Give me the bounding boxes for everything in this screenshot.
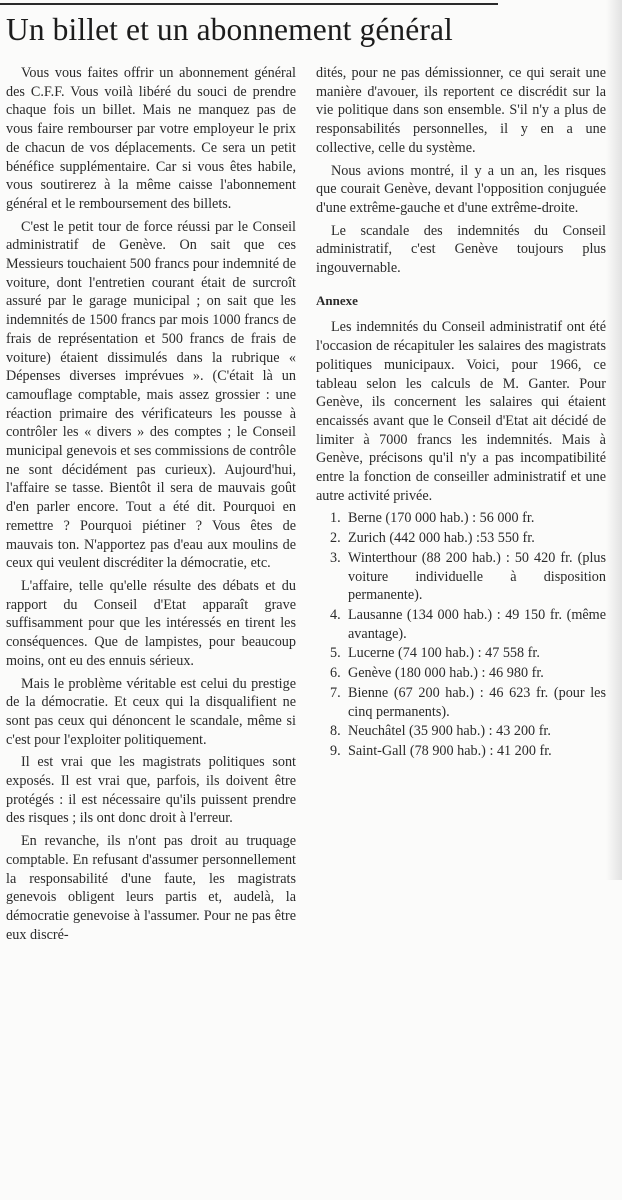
left-column bbox=[6, 64, 296, 948]
paragraph: L'affaire, telle qu'elle résulte des débats et du rapport du Conseil d'Etat apparaît grave suffisamment pour que les intéressés en tirent les conséquences. Que de lampistes, pour beaucoup moins, ont eu des ennuis sérieux. bbox=[6, 577, 296, 669]
paragraph: En revanche, ils n'ont pas droit au truquage comptable. En refusant d'assumer personnellement la responsabilité d'une faute, les magistrats genevois obligent leurs partis et, audelà, la démocratie genevoise à l'assumer. Pour ne pas être eux discré- bbox=[6, 833, 296, 943]
salary-rank: 9. bbox=[330, 742, 341, 759]
salary-text: Winterthour (88 200 hab.) : 50 420 fr. (plus voiture individuelle à disposition permanente). bbox=[348, 549, 606, 604]
paragraph: Nous avions montré, il y a un an, les risques que courait Genève, devant l'opposition conjuguée d'une extrême-gauche et d'une extrême-droite. bbox=[316, 162, 606, 216]
headline: Un billet et un abonnement général bbox=[6, 12, 453, 47]
salary-rank: 3. bbox=[330, 549, 341, 566]
salary-text: Lausanne (134 000 hab.) : 49 150 fr. (même avantage). bbox=[348, 606, 606, 642]
salary-rank: 6. bbox=[330, 665, 341, 682]
scan-shadow bbox=[606, 0, 622, 880]
paragraph: Il est vrai que les magistrats politiques sont exposés. Il est vrai que, parfois, ils doivent être protégés : il est nécessaire qu'ils puissent prendre des risques ; ils ont donc droit à l'erreur. bbox=[6, 754, 296, 827]
paragraph-continued: dités, pour ne pas démissionner, ce qui serait une manière d'avouer, ils reportent ce discrédit sur la vie politique dans son ensemble. S'il n'y a plus de responsabilités personnelles, il y en a une collective, celle du système. bbox=[316, 65, 606, 156]
salary-item bbox=[316, 644, 606, 663]
salary-text: Lucerne (74 100 hab.) : 47 558 fr. bbox=[348, 645, 540, 662]
salary-item bbox=[316, 742, 606, 761]
top-rule bbox=[0, 3, 498, 5]
salary-rank: 8. bbox=[330, 723, 341, 740]
paragraph: Mais le problème véritable est celui du prestige de la démocratie. Et ceux qui la disqualifient ne sont pas ceux qui dénoncent le scandale, même si c'est pour l'exploiter politiquement. bbox=[6, 675, 296, 748]
paragraph: Le scandale des indemnités du Conseil administratif, c'est Genève toujours plus ingouvernable. bbox=[316, 222, 606, 277]
salary-text: Neuchâtel (35 900 hab.) : 43 200 fr. bbox=[348, 723, 551, 740]
salary-text: Berne (170 000 hab.) : 56 000 fr. bbox=[348, 510, 535, 527]
salary-rank: 2. bbox=[330, 530, 341, 547]
salary-item bbox=[316, 529, 606, 548]
salary-item bbox=[316, 722, 606, 741]
salary-item bbox=[316, 664, 606, 683]
paragraph: Vous vous faites offrir un abonnement général des C.F.F. Vous voilà libéré du souci de prendre chaque fois un billet. Mais ne manquez pas de vous faire rembourser par votre employeur le prix de chacun de vos déplacements. Ce sera un petit bénéfice supplémentaire. Car si vous êtes habile, vous soutirerez à la même caisse l'abonnement général et le remboursement des billets. bbox=[6, 65, 296, 212]
salary-text: Bienne (67 200 hab.) : 46 623 fr. (pour les cinq permanents). bbox=[348, 684, 606, 720]
salary-rank: 7. bbox=[330, 684, 341, 701]
salary-item bbox=[316, 509, 606, 528]
salary-rank: 1. bbox=[330, 510, 341, 527]
salary-rank: 4. bbox=[330, 606, 341, 623]
salary-text: Saint-Gall (78 900 hab.) : 41 200 fr. bbox=[348, 742, 552, 759]
paragraph: C'est le petit tour de force réussi par le Conseil administratif de Genève. On sait que ces Messieurs touchaient 500 francs pour indemnité de voiture, dont l'entretien courant était de surcroît assuré par le garage municipal ; on sait que les indemnités de 1500 francs par mois 1000 francs de frais de représentation et 500 francs de frais de voiture) étaient dissimulés dans la rubrique « Dépenses diverses imprévues ». (C'était là un camouflage comptable, mais assez grossier : une réaction primaire des vérificateurs les pousse à contrôler les « divers » des comptes ; le Conseil municipal genevois et ses commissions de contrôle ne sont décidément pas curieux). Aujourd'hui, l'affaire se tasse. Bientôt il sera de mauvais goût d'en parler encore. Tout a été dit. Pourquoi en remettre ? Pourquoi piétiner ? Vous êtes de mauvais ton. N'apportez pas d'eau aux moulins de ceux qui veulent discréditer la démocratie, etc. bbox=[6, 218, 296, 572]
salary-item bbox=[316, 549, 606, 605]
annexe-heading: Annexe bbox=[316, 292, 358, 308]
annexe-intro: Les indemnités du Conseil administratif ont été l'occasion de récapituler les salaires des magistrats politiques municipaux. Voici, pour 1966, ce tableau selon les calculs de M. Ganter. Pour Genève, ils concernent les salaires qui étaient encaissés avant que le Conseil d'Etat ait décidé de limiter à 7000 francs les indemnités. Mais à Genève, précisons qu'il n'y a pas incompatibilité entre la fonction de conseiller administratif et une autre activité privée. bbox=[316, 319, 606, 504]
salary-text: Zurich (442 000 hab.) :53 550 fr. bbox=[348, 530, 535, 547]
salary-list bbox=[316, 509, 606, 760]
salary-item bbox=[316, 684, 606, 721]
salary-rank: 5. bbox=[330, 645, 341, 662]
salary-item bbox=[316, 606, 606, 643]
salary-text: Genève (180 000 hab.) : 46 980 fr. bbox=[348, 665, 544, 682]
right-column bbox=[316, 64, 606, 762]
